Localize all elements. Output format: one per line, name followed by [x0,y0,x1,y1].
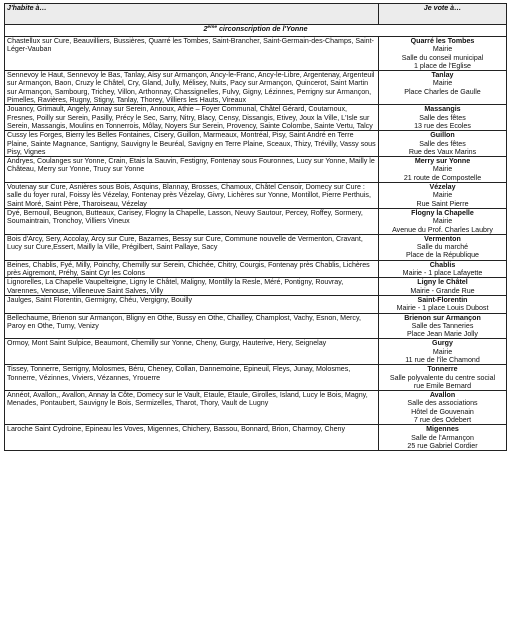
polling-town: Ligny le Châtel [417,278,468,287]
polling-address-line: 7 rue des Odebert [413,416,472,425]
communes-cell: Annéot, Avallon,, Avallon, Annay la Côte, Domecy sur le Vault, Etaule, Etaule, Girolles, Island, Lucy le Bois, Magny, Menades, Pontaubert, Sauvigny le Bois, Sermizelles, Tharot, Thory, Vault de Lugny [5,391,379,425]
polling-address-line: Place Jean Marie Jolly [407,330,478,339]
polling-place-cell [379,37,507,71]
polling-address-line: Mairie - 1 place Lafayette [402,269,483,278]
circonscription-ordinal: 2 [203,25,208,33]
polling-address-line: Place Charles de Gaulle [404,87,481,96]
polling-address-line: rue Emile Bernard [413,381,472,390]
communes-cell: Dyé, Bernouil, Beugnon, Butteaux, Carisey, Flogny la Chapelle, Lasson, Neuvy Sautour, Percey, Roffey, Sormery, Soumaintrain, Tronchoy, Villiers Vineux [5,208,379,234]
communes-cell: Bois d'Arcy, Sery, Accolay, Arcy sur Cure, Bazarnes, Bessy sur Cure, Commune nouvelle de Vermenton, Cravant, Lucy sur Cure,Essert, Mailly la Ville, Prégilbert, Saint Pallaye, Sacy [5,234,379,260]
table-row [5,260,507,278]
polling-town: Tonnerre [427,365,458,374]
polling-town: Tanlay [431,71,454,80]
polling-address-line: Mairie [432,217,453,226]
table-row [5,131,507,157]
table-row [5,339,507,365]
circonscription-title [5,25,507,37]
polling-town: Migennes [426,425,459,434]
polling-place-cell [379,157,507,183]
polling-address-line: 13 rue des Ecoles [414,121,471,130]
polling-address-line: 1 place de l'Eglise [414,61,471,70]
polling-address-line: Mairie [432,347,453,356]
table-row [5,425,507,451]
table-row [5,234,507,260]
polling-place-cell [379,278,507,296]
polling-address-line: Place de la République [406,251,479,260]
polling-address-line: Salle des Tanneries [411,321,474,330]
polling-address-line: Mairie [432,165,453,174]
polling-place-cell [379,339,507,365]
table-row [5,208,507,234]
polling-address-line: Mairie [432,45,453,54]
communes-cell: Bellechaume, Brienon sur Armançon, Bligny en Othe, Bussy en Othe, Chailley, Champlost, Vachy, Esnon, Mercy, Paroy en Othe, Turny, Venizy [5,313,379,339]
header-vote-at: Je vote à… [379,4,507,25]
polling-town: Saint-Florentin [417,295,468,304]
communes-cell: Sennevoy le Haut, Sennevoy le Bas, Tanlay, Aisy sur Armançon, Ancy-le-Franc, Ancy-le-Libre, Argentenay, Argenteuil sur Armançon, Baon, Cruzy le Châtel, Cry, Gland, Jully, Mélisey, Nuits, Pacy sur Armançon, Quincerot, Saint Martin sur Armançon, Sambourg, Trichey, Villon, Arthonnay, Chassignelles, Fulvy, Gigny, Lézinnes, Perrigny sur Armançon, Pimelles, Ravières, Rugny, Stigny, Tanlay, Thorey, Villiers les Hauts, Vireaux [5,71,379,105]
polling-place-cell [379,131,507,157]
polling-address-line: Salle de l'Armançon [411,433,474,442]
polling-town: Vézelay [429,183,456,192]
header-live-in: J'habite à… [5,4,379,25]
polling-place-cell [379,260,507,278]
polling-place-cell [379,295,507,313]
polling-address-line: Hôtel de Gouvenain [411,407,474,416]
polling-town: Gurgy [432,339,453,348]
table-row [5,365,507,391]
table-body [5,37,507,451]
polling-address-line: Salle des fêtes [419,113,466,122]
communes-cell: Andryes, Coulanges sur Yonne, Crain, Etais la Sauvin, Festigny, Fontenay sous Fouronnes, Lucy sur Yonne, Mailly le Château, Merry sur Yonne, Trucy sur Yonne [5,157,379,183]
communes-cell: Cussy les Forges, Bierry les Belles Fontaines, Cisery, Guillon, Marmeaux, Montréal, Pisy, Saint André en Terre Plaine, Sainte Magnance, Santigny, Sauvigny le Beuréal, Savigny en Terre Plaine, Sceaux, Thizy, Trévilly, Vassy sous Pisy, Vignes [5,131,379,157]
table-row [5,183,507,209]
polling-place-cell [379,425,507,451]
polling-town: Chablis [429,260,456,269]
polling-town: Flogny la Chapelle [411,208,474,217]
table-row [5,278,507,296]
polling-place-cell [379,105,507,131]
polling-address-line: Salle des associations [407,399,478,408]
header-row [5,4,507,25]
polling-place-cell [379,183,507,209]
circonscription-text: circonscription de l'Yonne [217,25,308,33]
table-row [5,295,507,313]
polling-address-line: Salle du conseil municipal [401,53,484,62]
polling-town: Massangis [424,105,461,114]
polling-address-line: Salle du marché [416,243,469,252]
polling-town: Brienon sur Armançon [404,313,481,322]
communes-cell: Chastellux sur Cure, Beauvilliers, Bussières, Quarré les Tombes, Saint-Brancher, Saint-Germain-des-Champs, Saint-Léger-Vauban [5,37,379,71]
polling-town: Guillon [430,131,455,140]
table-row [5,313,507,339]
polling-address-line: Salle polyvalente du centre social [389,373,496,382]
communes-cell: Beines, Chablis, Fyé, Milly, Poinchy, Chemilly sur Serein, Chichée, Chitry, Courgis, Fontenay près Chablis, Lichères près Aigremont, Préhy, Saint Cyr les Colons [5,260,379,278]
polling-address-line: Mairie - Grande Rue [410,286,475,295]
polling-address-line: 25 rue Gabriel Cordier [407,441,478,450]
table-row [5,105,507,131]
table-row [5,391,507,425]
polling-place-cell [379,208,507,234]
table-row [5,157,507,183]
polling-place-cell [379,365,507,391]
polling-town: Quarré les Tombes [410,37,475,45]
polling-address-line: Rue Saint Pierre [416,199,469,208]
communes-cell: Tissey, Tonnerre, Serrigny, Molosmes, Béru, Cheney, Collan, Dannemoine, Epineuil, Fleys, Junay, Molosmes, Tonnerre, Vézinnes, Viviers, Vézannes, Yrouerre [5,365,379,391]
polling-place-cell [379,234,507,260]
polling-place-cell [379,391,507,425]
communes-cell: Laroche Saint Cydroine, Epineau les Voves, Migennes, Chichery, Bassou, Bonnard, Brion, Charmoy, Cheny [5,425,379,451]
polling-address-line: 21 route de Compostelle [403,173,482,182]
polling-town: Merry sur Yonne [414,157,471,166]
polling-place-cell [379,313,507,339]
polling-address-line: Mairie [432,79,453,88]
polling-address-line: Mairie - 1 place Louis Dubost [396,304,489,313]
polling-address-line: Avenue du Prof. Charles Laubry [392,225,493,234]
communes-cell: Jouancy, Grimault, Angely, Annay sur Serein, Annoux, Athie – Foyer Communal, Châtel Gérard, Coutarnoux, Fresnes, Poilly sur Serein, Pasilly, Précy le Sec, Sarry, Nitry, Blacy, Censy, Dissangis, Etivey, Joux la Ville, L'Isle sur Serein, Massangis, Moulins en Tonnerrois, Môlay, Noyers Sur Serein, Provency, Sainte Colombe, Sainte Vertu, Talcy [5,105,379,131]
polling-address-line: Salle des fêtes [419,139,466,148]
polling-place-cell [379,71,507,105]
circonscription-row [5,25,507,37]
polling-address-line: Mairie [432,191,453,200]
communes-cell: Ormoy, Mont Saint Sulpice, Beaumont, Chemilly sur Yonne, Cheny, Gurgy, Hauterive, Hery, Seignelay [5,339,379,365]
table-row [5,71,507,105]
communes-cell: Lignorelles, La Chapelle Vaupelteigne, Ligny le Châtel, Maligny, Montilly la Resle, Méré, Pontigny, Rouvray, Varennes, Venouse, Villeneuve Saint Salves, Villy [5,278,379,296]
polling-town: Vermenton [424,234,461,243]
polling-address-line: Rue des Vaux Marins [408,147,477,156]
polling-address-line: 11 rue de l'île Chamond [405,355,480,364]
communes-cell: Jaulges, Saint Florentin, Germigny, Chéu, Vergigny, Bouilly [5,295,379,313]
circonscription-suffix: ème [207,25,218,30]
table-row [5,37,507,71]
communes-cell: Voutenay sur Cure, Asnières sous Bois, Asquins, Blannay, Brosses, Chamoux, Châtel Censoir, Domecy sur Cure : salle du foyer rural, Foissy lès Vézelay, Fontenay près Vézelay, Givry, Lichères sur Yonne, Montillot, Pierre Perthuis, Saint Moré, Saint Père, Tharoiseau, Vézelay [5,183,379,209]
polling-town: Avallon [429,391,456,400]
voting-table [4,3,507,451]
